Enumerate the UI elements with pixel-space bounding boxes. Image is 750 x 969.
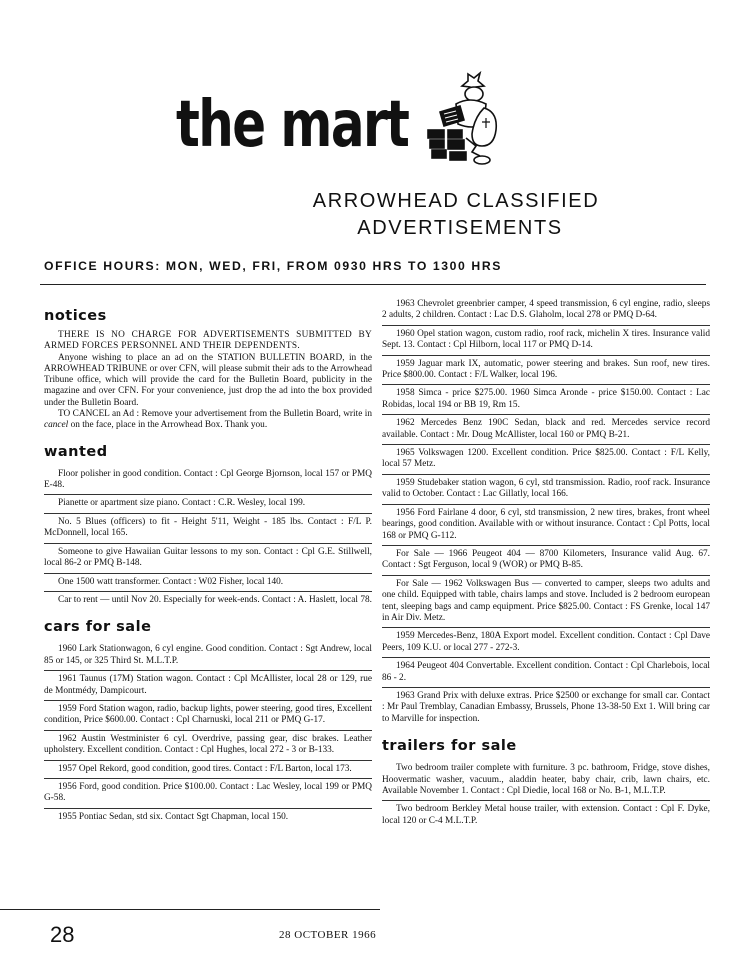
wanted-heading: wanted — [44, 443, 108, 460]
notice-paragraph: Anyone wishing to place an ad on the STATION BULLETIN BOARD, in the ARROWHEAD TRIBUNE or over CFN, will please submit their ads to the Arrowhead Tribune office, which will provide the card for the Bulletin Board, publicity in the magazine and over CFN. For your convenience, just drop the ad into the box provided under the Bulletin Board. — [44, 352, 372, 408]
car-ad: 1959 Ford Station wagon, radio, backup lights, power steering, good tires, Excellent condition, Price $600.00. Contact : Cpl Charnuski, local 211 or PMQ G-17. — [44, 701, 372, 731]
cars-heading: cars for sale — [44, 619, 152, 636]
wanted-ad: Someone to give Hawaiian Guitar lessons to my son. Contact : Cpl G.E. Stillwell, local 86-2 or PMQ B-148. — [44, 544, 372, 574]
wanted-ad: Car to rent — until Nov 20. Especially for week-ends. Contact : A. Haslett, local 78. — [58, 594, 372, 605]
car-ad: 1959 Jaguar mark IX, automatic, power steering and brakes. Sun roof, new tires. Price $800.00. Contact : F/L Walker, local 196. — [382, 356, 710, 386]
car-ad: 1965 Volkswagen 1200. Excellent condition. Price $825.00. Contact : F/L Kelly, local 57 Metz. — [382, 445, 710, 475]
mart-mascot-logo — [420, 68, 502, 168]
section-title-line1: ARROWHEAD CLASSIFIED — [312, 190, 600, 212]
issue-date: 28 OCTOBER 1966 — [279, 929, 377, 941]
trailer-ad: Two bedroom Berkley Metal house trailer, with extension. Contact : Cpl F. Dyke, local 120 or C-4 M.L.T.P. — [382, 804, 710, 826]
car-ad: 1957 Opel Rekord, good condition, good tires. Contact : F/L Barton, local 173. — [44, 761, 372, 779]
car-ad: For Sale — 1966 Peugeot 404 — 8700 Kilometers, Insurance valid Aug. 67. Contact : Sgt Ferguson, local 9 (WOR) or PMQ B-85. — [382, 546, 710, 576]
cars-list-right — [382, 296, 710, 728]
car-ad: 1961 Taunus (17M) Station wagon. Contact : Cpl McAllister, local 28 or 129, rue de Montmédy, Dampicourt. — [44, 671, 372, 701]
office-hours: OFFICE HOURS: MON, WED, FRI, FROM 0930 HRS TO 1300 HRS — [44, 259, 502, 273]
trailers-list — [382, 760, 710, 830]
notices-heading: notices — [44, 308, 107, 324]
right-column — [382, 296, 710, 830]
car-ad: For Sale — 1962 Volkswagen Bus — converted to camper, sleeps two adults and one child. Equipped with table, chairs lamps and stove. Included is 2 bedroom european tent, sleeping bags and camp equipment. Price $825.00. Contact : FS Grenke, local 147 in Air Div. Metz. — [382, 576, 710, 629]
wanted-ad: Floor polisher in good condition. Contact : Cpl George Bjornson, local 157 or PMQ E-48. — [44, 466, 372, 496]
wanted-ad: One 1500 watt transformer. Contact : W02 Fisher, local 140. — [44, 574, 372, 592]
car-ad: 1960 Lark Stationwagon, 6 cyl engine. Good condition. Contact : Sgt Andrew, local 85 or 145, or 325 Third St. M.L.T.P. — [44, 641, 372, 671]
notice-paragraph — [44, 409, 372, 432]
car-ad: 1955 Pontiac Sedan, std six. Contact Sgt Chapman, local 150. — [58, 811, 289, 822]
car-ad: 1956 Ford, good condition. Price $100.00. Contact : Lac Wesley, local 199 or PMQ G-58. — [44, 779, 372, 809]
car-ad: 1962 Mercedes Benz 190C Sedan, black and red. Mercedes service record available. Contact : Mr. Doug McAllister, local 160 or PMQ B-21. — [382, 415, 710, 445]
trailer-ad: Two bedroom trailer complete with furniture. 3 pc. bathroom, Fridge, stove dishes, Hoovermatic washer, vacuum., aladdin heater, baby chair, crib, lawn chairs, etc. Available November 1. Contact : Cpl Diedie, local 168 or No. B-1, M.L.T.P. — [382, 760, 710, 801]
car-ad: 1964 Peugeot 404 Convertable. Excellent condition. Contact : Cpl Charlebois, local 86 - 2. — [382, 658, 710, 688]
car-ad: 1959 Studebaker station wagon, 6 cyl, std transmission. Radio, roof rack. Insurance valid to October. Contact : Lac Gillatly, local 166. — [382, 475, 710, 505]
car-ad: 1963 Grand Prix with deluxe extras. Price $2500 or exchange for small car. Contact : Mr Paul Tremblay, Canadian Embassy, Brussels, Phone 13-38-50 Ext 1. Will bring car to Marville for inspection. — [382, 690, 710, 724]
left-column — [44, 296, 372, 826]
wanted-ad: No. 5 Blues (officers) to fit - Height 5'11, Weight - 185 lbs. Contact : F/L P. McDonnell, local 165. — [44, 514, 372, 544]
car-ad: 1956 Ford Fairlane 4 door, 6 cyl, std transmission, 2 new tires, brakes, front wheel bearings, good condition. Available with or without insurance. Contact : Cpl Potts, local 168 or PMQ G-112. — [382, 505, 710, 546]
notice-paragraph: THERE IS NO CHARGE FOR ADVERTISEMENTS SUBMITTED BY ARMED FORCES PERSONNEL AND THEIR DEPENDENTS. — [44, 330, 372, 352]
masthead — [176, 88, 409, 162]
notice-cancel-text-end: on the face, place in the Arrowhead Box. Thank you. — [70, 420, 268, 431]
notice-cancel-text: TO CANCEL an Ad : Remove your advertisement from the Bulletin Board, write in — [58, 409, 372, 420]
section-title-line2: ADVERTISEMENTS — [357, 217, 563, 239]
header-rule — [40, 284, 706, 285]
wanted-list — [44, 466, 372, 610]
car-ad: 1958 Simca - price $275.00. 1960 Simca Aronde - price $150.00. Contact : Lac Robidas, local 194 or BB 19, Rm 15. — [382, 385, 710, 415]
trailers-heading: trailers for sale — [382, 738, 517, 755]
car-ad: 1959 Mercedes-Benz, 180A Export model. Excellent condition. Contact : Cpl Dave Peers, 109 K.U. or local 277 - 272-3. — [382, 628, 710, 658]
car-ad: 1960 Opel station wagon, custom radio, roof rack, michelin X tires. Insurance valid Sept. 13. Contact : Cpl Hilborn, local 117 or PMQ D-14. — [382, 326, 710, 356]
page-number: 28 — [50, 922, 75, 947]
notice-cancel-word: cancel — [44, 420, 69, 431]
car-ad: 1963 Chevrolet greenbrier camper, 4 speed transmission, 6 cyl engine, radio, sleeps 2 adults, 2 children. Contact : Lac D.S. Glaholm, local 278 or PMQ D-64. — [382, 296, 710, 326]
car-ad: 1962 Austin Westminister 6 cyl. Overdrive, passing gear, disc brakes. Leather upholstery. Excellent condition. Contact : Cpl Hughes, local 272 - 3 or B-133. — [44, 731, 372, 761]
cars-list-left — [44, 641, 372, 826]
wanted-ad: Pianette or apartment size piano. Contact : C.R. Wesley, local 199. — [44, 495, 372, 513]
masthead-title: the mart — [176, 88, 409, 162]
footer-rule — [0, 909, 380, 910]
